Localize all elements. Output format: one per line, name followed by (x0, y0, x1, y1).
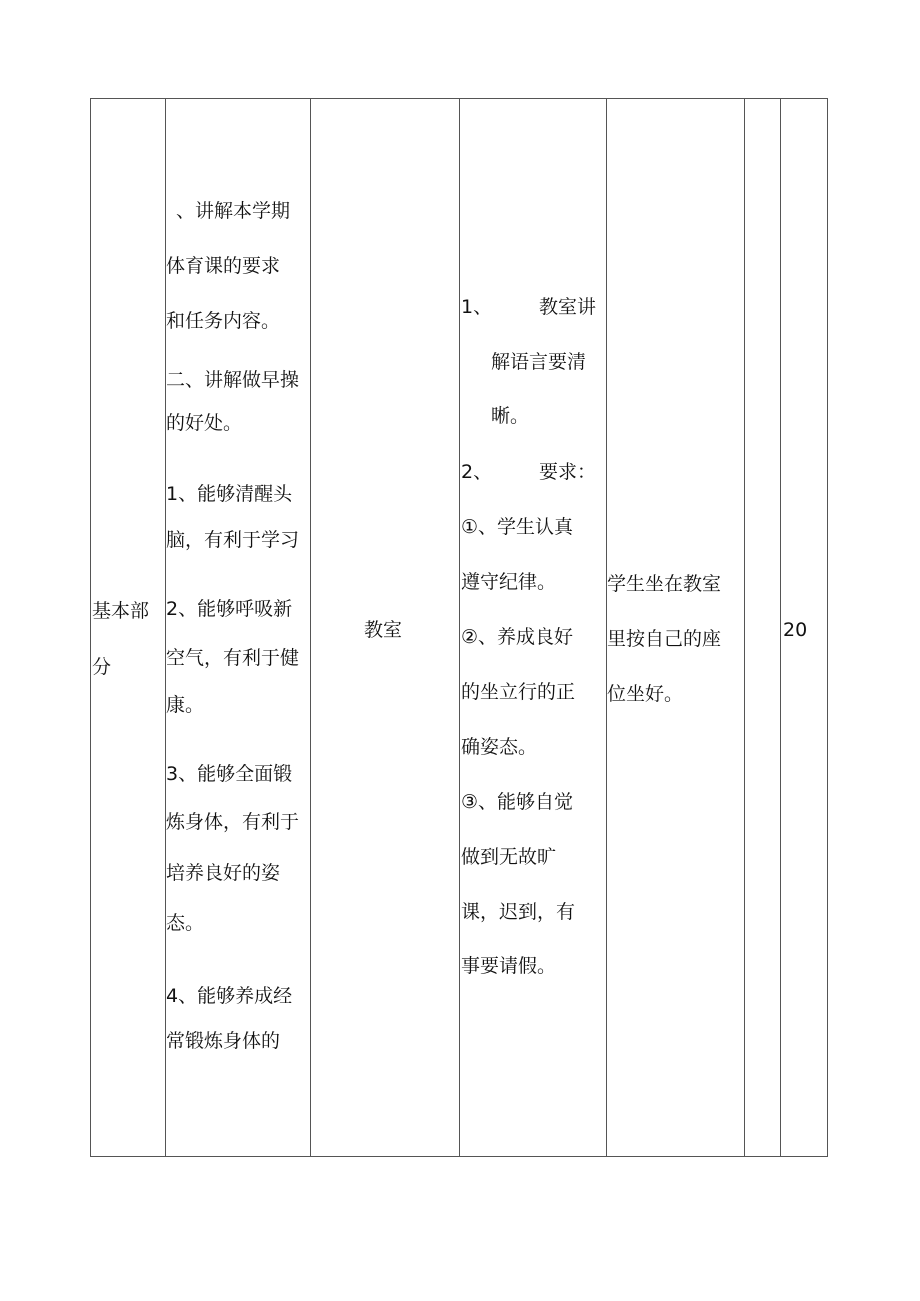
content-line: 二、讲解做早操 (166, 369, 300, 391)
content-line: 培养良好的姿 (166, 862, 281, 884)
section-name-line-2: 分 (92, 656, 112, 678)
requirement-line: ①、学生认真 (461, 516, 574, 538)
requirement-1-number: 1、 (461, 296, 493, 318)
requirement-line: 的坐立行的正 (461, 681, 576, 703)
column-section (91, 99, 166, 1156)
content-line: 体育课的要求 (166, 255, 281, 277)
requirement-line: ②、养成良好 (461, 626, 574, 648)
requirement-1-line: 教室讲 (539, 296, 597, 318)
section-name-line-1: 基本部 (92, 600, 150, 622)
requirement-line: ③、能够自觉 (461, 791, 574, 813)
time-value: 20 (783, 619, 808, 641)
organization-line: 里按自己的座 (607, 628, 722, 650)
content-line: 康。 (166, 694, 205, 716)
content-line: 炼身体，有利于 (166, 811, 300, 833)
content-line: 的好处。 (166, 412, 243, 434)
location-text: 教室 (364, 619, 403, 641)
content-line: 3、能够全面锻 (166, 763, 293, 785)
requirement-line: 确姿态。 (461, 736, 538, 758)
content-line: 态。 (166, 912, 205, 934)
content-line: 1、能够清醒头 (166, 483, 293, 505)
content-line: 和任务内容。 (166, 310, 281, 332)
requirement-line: 课，迟到，有 (461, 901, 576, 923)
content-line: 常锻炼身体的 (166, 1030, 281, 1052)
content-line: 2、能够呼吸新 (166, 598, 293, 620)
content-line: 脑，有利于学习 (166, 529, 300, 551)
requirement-1-line: 晰。 (491, 405, 530, 427)
requirement-line: 遵守纪律。 (461, 571, 557, 593)
column-count (745, 99, 781, 1156)
requirement-2-number: 2、 (461, 461, 493, 483)
requirement-2-line: 要求： (539, 461, 597, 483)
requirement-line: 事要请假。 (461, 955, 557, 977)
organization-line: 学生坐在教室 (607, 573, 722, 595)
requirement-line: 做到无故旷 (461, 846, 557, 868)
content-line: 4、能够养成经 (166, 985, 293, 1007)
requirement-1-line: 解语言要清 (491, 351, 587, 373)
organization-line: 位坐好。 (607, 683, 684, 705)
content-line: 空气，有利于健 (166, 647, 300, 669)
content-line: 、讲解本学期 (176, 200, 291, 222)
